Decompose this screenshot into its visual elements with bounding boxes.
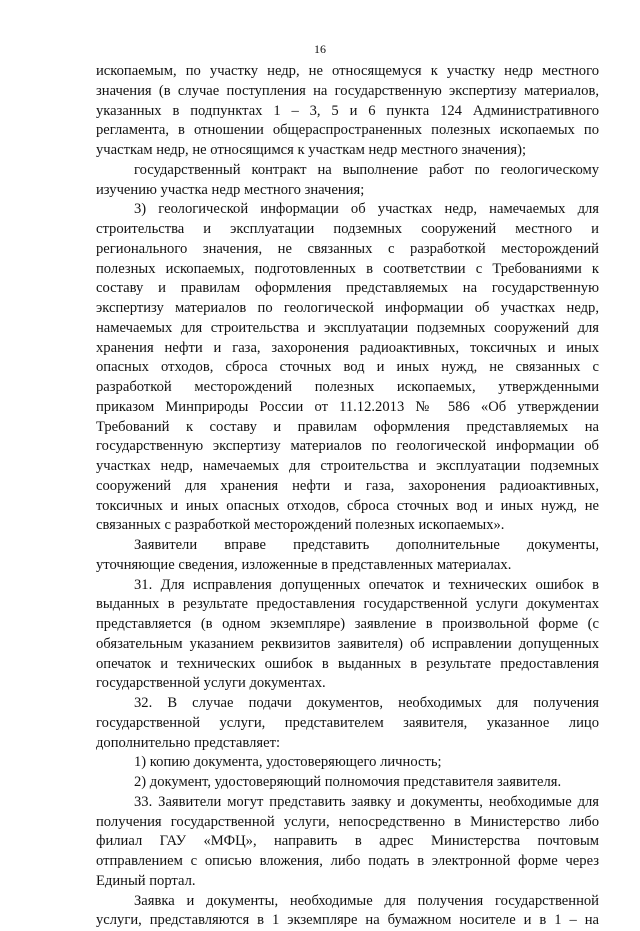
text-line: 33. Заявители могут представить заявку и документы, необходимые для [134, 793, 599, 810]
text-line: получения государственной услуги, непосредственно в Министерство либо [96, 813, 599, 830]
text-line: 2) документ, удостоверяющий полномочия представителя заявителя. [134, 774, 562, 790]
text-line: Заявка и документы, необходимые для получения государственной [134, 892, 599, 909]
text-line: отправлением с описью вложения, либо подать в электронной форме через [96, 853, 599, 869]
text-line: Единый портал. [96, 872, 196, 889]
text-line: дополнительно представляет: [96, 734, 281, 751]
text-line: связанных с разработкой месторождений полезных ископаемых». [96, 517, 505, 534]
text-line: государственной услуги, представителем заявителя, указанное лицо [96, 714, 599, 731]
text-line: филиал ГАУ «МФЦ», направить в адрес Министерства почтовым [96, 833, 599, 850]
text-line: разработкой месторождений полезных ископаемых, утвержденными [96, 379, 599, 395]
text-line: полезных ископаемых, подготовленных в соответствии с Требованиями к [96, 260, 599, 277]
text-line: участках недр, намечаемых для строительства и эксплуатации подземных [96, 458, 599, 474]
text-line: ископаемым, по участку недр, не относящемуся к участку недр местного [96, 63, 599, 79]
text-line: государственной услуги документах. [96, 675, 326, 692]
text-line: представляется (в одном экземпляре) заявление в произвольной форме (с [96, 616, 599, 632]
text-line: приказом Минприроды России от 11.12.2013 № 586 «Об утверждении [96, 398, 599, 415]
text-line: указанных в подпунктах 1 – 3, 5 и 6 пункта 124 Административного [96, 102, 599, 119]
text-line: государственную экспертизу материалов по геологической информации об [96, 438, 599, 455]
text-line: 3) геологической информации об участках недр, намечаемых для [134, 201, 599, 218]
text-line: уточняющие сведения, изложенные в представленных материалах. [96, 556, 512, 573]
text-line: изучению участка недр местного значения; [96, 181, 365, 198]
text-line: токсичных и иных опасных отходов, сброса сточных вод и иных нужд, не [96, 497, 599, 514]
page-number: 16 [314, 42, 326, 56]
text-line: услуги, представляются в 1 экземпляре на бумажном носителе и в 1 – на [96, 912, 599, 929]
text-line: участкам недр, не относящимся к участкам недр местного значения); [96, 142, 527, 158]
text-line: опасных отходов, сброса сточных вод и иных нужд, не связанных с [96, 359, 599, 376]
text-line: экспертизу материалов по геологической информации об участках недр, [96, 300, 599, 316]
text-line: 32. В случае подачи документов, необходимых для получения [134, 695, 599, 711]
text-line: выданных в результате предоставления государственной услуги документах [96, 596, 599, 613]
text-line: Заявители вправе представить дополнительные документы, [134, 537, 599, 553]
text-line: 1) копию документа, удостоверяющего личность; [134, 754, 442, 771]
text-line: сооружений для хранения нефти и газа, захоронения радиоактивных, [96, 477, 599, 494]
text-line: опечаток и технических ошибок в выданных в результате предоставления [96, 655, 599, 672]
text-line: намечаемых для строительства и эксплуатации подземных сооружений для [96, 319, 599, 336]
text-line: составу и правилам оформления представляемых на государственную [96, 280, 599, 297]
text-line: регламента, в отношении общераспространенных полезных ископаемых по [96, 122, 599, 139]
text-line: 31. Для исправления допущенных опечаток и технических ошибок в [134, 576, 599, 593]
text-line: обязательным указанием реквизитов заявителя) об исправлении допущенных [96, 635, 599, 652]
text-line: государственный контракт на выполнение работ по геологическому [134, 161, 599, 178]
text-line: значения (в случае поступления на государственную экспертизу материалов, [96, 82, 599, 99]
text-line: хранения нефти и газа, захоронения радиоактивных, токсичных и иных [96, 339, 599, 356]
text-line: строительства и эксплуатации подземных сооружений местного и [96, 221, 599, 237]
document-body [96, 62, 599, 931]
text-line: Требований к составу и правилам оформления представляемых на [96, 418, 599, 435]
text-line: регионального значения, не связанных с разработкой месторождений [96, 240, 599, 257]
